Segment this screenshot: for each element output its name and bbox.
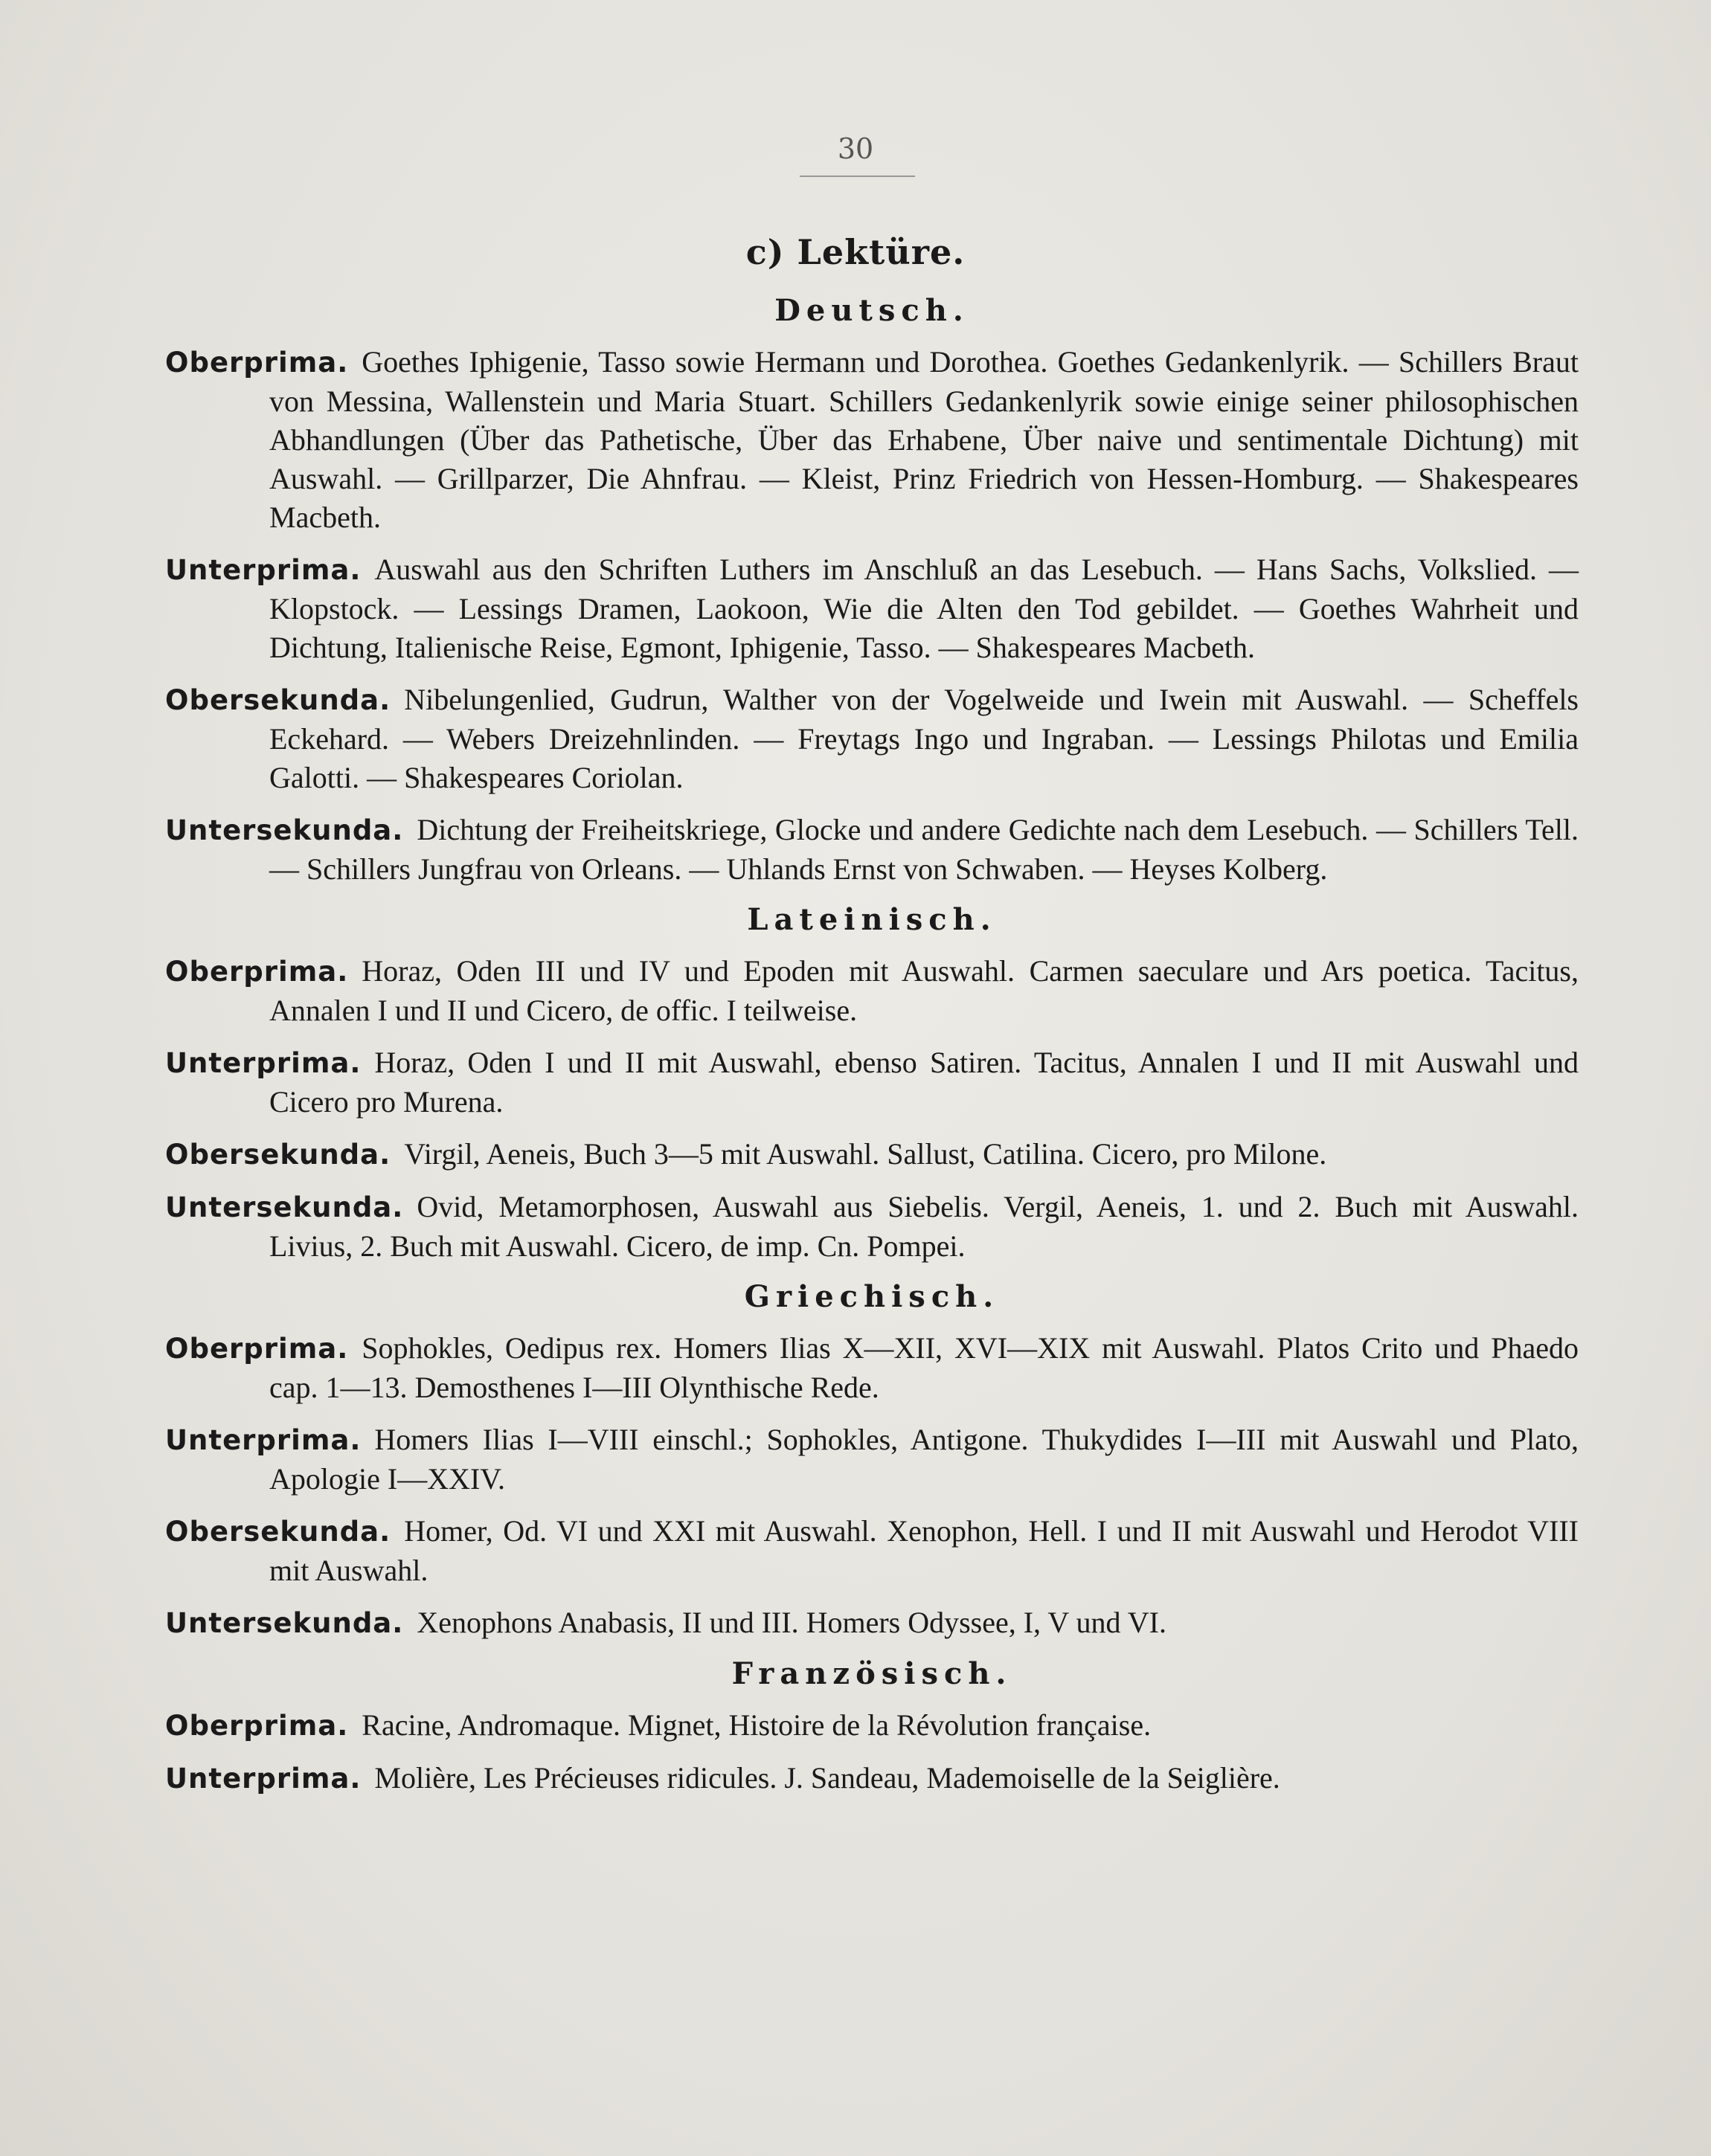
- reading-entry: [165, 1512, 1579, 1590]
- grade-label: Obersekunda.: [165, 1516, 391, 1548]
- entry-text: Goethes Iphigenie, Tasso sowie Hermann und Dorothea. Goethes Gedankenlyrik. — Schillers Braut von Messina, Wallenstein und Maria Stuart. Schillers Gedankenlyrik sowie einige seiner philosophischen Abhandlungen (Über das Pathetische, Über das Erhabene, Über naive und sentimentale Dichtung) mit Auswahl. — Grillparzer, Die Ahnfrau. — Kleist, Prinz Friedrich von Hessen-Homburg. — Shakespeares Macbeth.: [269, 345, 1579, 534]
- grade-label: Oberprima.: [165, 1710, 349, 1742]
- reading-entry: [165, 343, 1579, 537]
- reading-entry: [165, 1603, 1579, 1643]
- entry-text: Homer, Od. VI und XXI mit Auswahl. Xenophon, Hell. I und II mit Auswahl und Herodot VIII mit Auswahl.: [269, 1514, 1579, 1587]
- chapter-title: c) Lektüre.: [745, 232, 966, 272]
- grade-label: Oberprima.: [165, 1333, 349, 1365]
- grade-label: Oberprima.: [165, 347, 349, 379]
- grade-label: Unterprima.: [165, 554, 362, 586]
- entry-text: Homers Ilias I—VIII einschl.; Sophokles, Antigone. Thukydides I—III mit Auswahl und Plato, Apologie I—XXIV.: [269, 1423, 1579, 1496]
- page-number-rule: [800, 176, 915, 177]
- reading-entry: [165, 952, 1579, 1030]
- reading-entry: [165, 550, 1579, 667]
- entry-text: Sophokles, Oedipus rex. Homers Ilias X—XII, XVI—XIX mit Auswahl. Platos Crito und Phaedo cap. 1—13. Demosthenes I—III Olynthische Rede.: [269, 1331, 1579, 1404]
- subject-heading: Lateinisch.: [747, 902, 997, 937]
- subject-heading: Französisch.: [731, 1656, 1012, 1691]
- entry-text: Nibelungenlied, Gudrun, Walther von der Vogelweide und Iwein mit Auswahl. — Scheffels Eckehard. — Webers Dreizehnlinden. — Freytags Ingo und Ingraban. — Lessings Philotas und Emilia Galotti. — Shakespeares Coriolan.: [269, 683, 1579, 794]
- reading-entry: [165, 680, 1579, 797]
- grade-label: Unterprima.: [165, 1424, 362, 1456]
- reading-entry: [165, 1135, 1579, 1174]
- grade-label: Obersekunda.: [165, 1139, 391, 1171]
- page-number: 30: [837, 132, 874, 165]
- grade-label: Untersekunda.: [165, 814, 404, 846]
- entry-text: Xenophons Anabasis, II und III. Homers Odyssee, I, V und VI.: [417, 1606, 1166, 1639]
- entry-text: Racine, Andromaque. Mignet, Histoire de la Révolution française.: [362, 1708, 1152, 1742]
- reading-entry: [165, 1706, 1579, 1745]
- subject-heading: Griechisch.: [744, 1279, 1000, 1314]
- reading-entry: [165, 811, 1579, 889]
- reading-entry: [165, 1188, 1579, 1266]
- subject-section-griechisch: [165, 1279, 1579, 1643]
- grade-label: Oberprima.: [165, 956, 349, 988]
- grade-label: Obersekunda.: [165, 684, 391, 716]
- reading-entry: [165, 1759, 1579, 1798]
- entry-text: Horaz, Oden III und IV und Epoden mit Auswahl. Carmen saeculare und Ars poetica. Tacitus, Annalen I und II und Cicero, de offic. I teilweise.: [269, 954, 1579, 1027]
- grade-label: Unterprima.: [165, 1047, 362, 1079]
- subject-section-lateinisch: [165, 902, 1579, 1266]
- entry-text: Ovid, Metamorphosen, Auswahl aus Siebelis. Vergil, Aeneis, 1. und 2. Buch mit Auswahl. Livius, 2. Buch mit Auswahl. Cicero, de imp. Cn. Pompei.: [269, 1190, 1579, 1263]
- reading-entry: [165, 1043, 1579, 1122]
- grade-label: Untersekunda.: [165, 1191, 404, 1223]
- reading-list: [165, 283, 1579, 1812]
- reading-entry: [165, 1420, 1579, 1499]
- entry-text: Auswahl aus den Schriften Luthers im Anschluß an das Lesebuch. — Hans Sachs, Volkslied. — Klopstock. — Lessings Dramen, Laokoon, Wie die Alten den Tod gebildet. — Goethes Wahrheit und Dichtung, Italienische Reise, Egmont, Iphigenie, Tasso. — Shakespeares Macbeth.: [269, 553, 1579, 664]
- entry-text: Molière, Les Précieuses ridicules. J. Sandeau, Mademoiselle de la Seiglière.: [374, 1761, 1280, 1795]
- subject-section-deutsch: [165, 293, 1579, 889]
- entry-text: Virgil, Aeneis, Buch 3—5 mit Auswahl. Sallust, Catilina. Cicero, pro Milone.: [404, 1137, 1327, 1171]
- grade-label: Unterprima.: [165, 1763, 362, 1795]
- subject-heading: Deutsch.: [774, 293, 969, 328]
- reading-entry: [165, 1329, 1579, 1407]
- entry-text: Dichtung der Freiheitskriege, Glocke und andere Gedichte nach dem Lesebuch. — Schillers Tell. — Schillers Jungfrau von Orleans. — Uhlands Ernst von Schwaben. — Heyses Kolberg.: [269, 813, 1579, 886]
- subject-section-franzoesisch: [165, 1656, 1579, 1798]
- grade-label: Untersekunda.: [165, 1607, 404, 1639]
- entry-text: Horaz, Oden I und II mit Auswahl, ebenso Satiren. Tacitus, Annalen I und II mit Auswahl und Cicero pro Murena.: [269, 1046, 1579, 1119]
